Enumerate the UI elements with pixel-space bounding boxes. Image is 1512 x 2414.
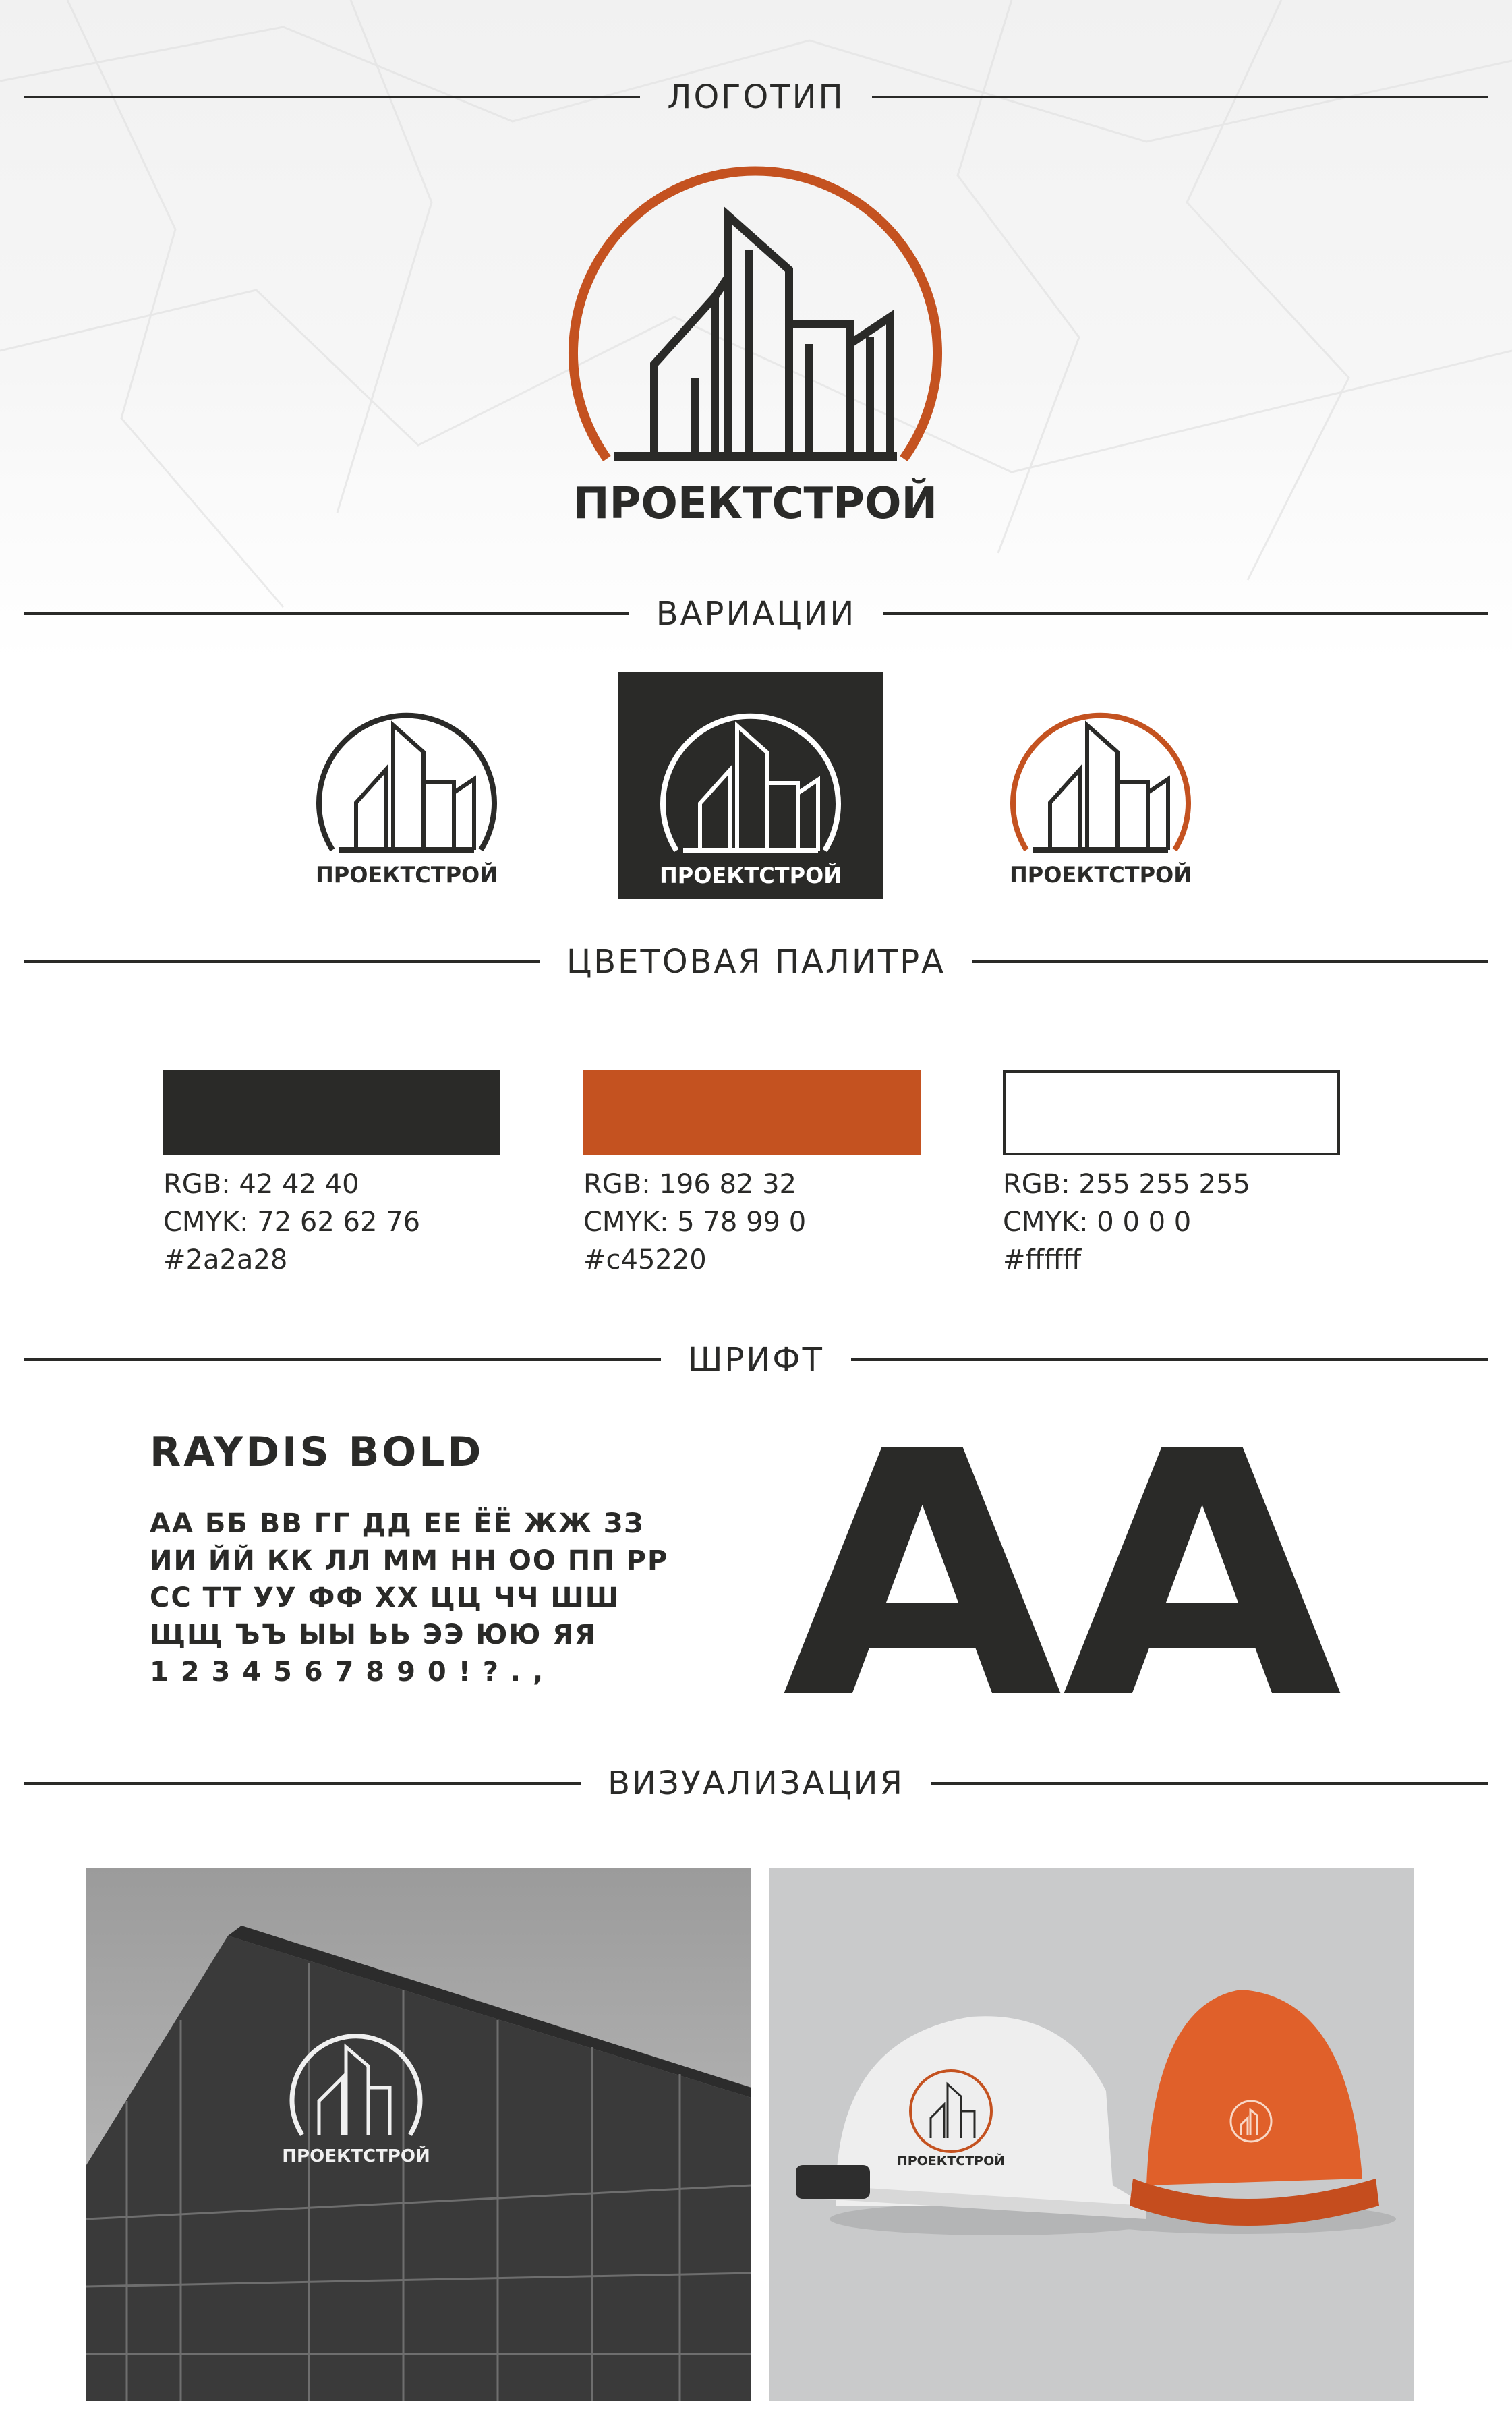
section-title-logo-text: ЛОГОТИП — [667, 78, 845, 116]
font-alphabet — [150, 1505, 703, 1691]
color-info-orange — [583, 1166, 806, 1279]
color-hex: #ffffff — [1003, 1244, 1082, 1275]
logo-variation-white — [649, 689, 852, 891]
helmet-mockup — [769, 1868, 1414, 2401]
main-logo — [553, 162, 958, 540]
helmet-wordmark: ПРОЕКТСТРОЙ — [896, 2154, 1006, 2168]
font-sample-text: АА — [782, 1430, 1342, 1700]
helmet-mockup-image — [769, 1868, 1414, 2401]
alphabet-line: 1 2 3 4 5 6 7 8 9 0 ! ? . , — [150, 1657, 545, 1688]
section-title-font-text: ШРИФТ — [688, 1341, 824, 1379]
section-title-palette-text: ЦВЕТОВАЯ ПАЛИТРА — [566, 943, 946, 981]
logo-wordmark: ПРОЕКТСТРОЙ — [659, 863, 842, 888]
section-title-logo — [24, 77, 1488, 117]
color-rgb: RGB: 42 42 40 — [163, 1169, 359, 1200]
section-title-palette — [24, 942, 1488, 982]
color-swatch-orange — [583, 1070, 921, 1155]
color-info-white — [1003, 1166, 1250, 1279]
building-mockup-image — [86, 1868, 751, 2401]
color-info-dark — [163, 1166, 420, 1279]
logo-variation-inverse-bg — [618, 672, 883, 899]
building-logo-icon — [553, 162, 958, 540]
alphabet-line: ИИ ЙЙ КК ЛЛ ММ НН ОО ПП РР — [150, 1545, 669, 1576]
alphabet-line: АА ББ ВВ ГГ ДД ЕЕ ЁЁ ЖЖ ЗЗ — [150, 1508, 645, 1539]
logo-wordmark: ПРОЕКТСТРОЙ — [1009, 862, 1192, 888]
building-logo-icon — [649, 689, 852, 891]
section-title-font — [24, 1340, 1488, 1380]
section-title-visualization-text: ВИЗУАЛИЗАЦИЯ — [608, 1764, 904, 1802]
building-logo-icon — [999, 688, 1202, 890]
building-sign-wordmark: ПРОЕКТСТРОЙ — [282, 2146, 430, 2166]
alphabet-line: ЩЩ ЪЪ ЫЫ ЬЬ ЭЭ ЮЮ ЯЯ — [150, 1619, 597, 1650]
font-sample-glyphs — [782, 1430, 1342, 1700]
building-mockup — [86, 1868, 751, 2401]
color-swatch-white — [1003, 1070, 1340, 1155]
color-hex: #2a2a28 — [163, 1244, 288, 1275]
section-title-visualization — [24, 1763, 1488, 1804]
building-logo-icon — [306, 688, 508, 890]
logo-variation-black — [306, 688, 508, 890]
color-cmyk: CMYK: 0 0 0 0 — [1003, 1207, 1192, 1238]
color-rgb: RGB: 196 82 32 — [583, 1169, 796, 1200]
color-cmyk: CMYK: 72 62 62 76 — [163, 1207, 421, 1238]
section-title-variations-text: ВАРИАЦИИ — [656, 595, 856, 633]
color-swatch-dark — [163, 1070, 500, 1155]
color-hex: #c45220 — [583, 1244, 707, 1275]
logo-wordmark: ПРОЕКТСТРОЙ — [315, 862, 498, 888]
alphabet-line: СС ТТ УУ ФФ ХХ ЦЦ ЧЧ ШШ — [150, 1582, 620, 1613]
section-title-variations — [24, 594, 1488, 634]
logo-wordmark: ПРОЕКТСТРОЙ — [573, 479, 938, 529]
font-name: RAYDIS BOLD — [150, 1429, 484, 1476]
logo-variation-color — [999, 688, 1202, 890]
font-sample — [782, 1430, 1342, 1700]
color-rgb: RGB: 255 255 255 — [1003, 1169, 1250, 1200]
color-cmyk: CMYK: 5 78 99 0 — [583, 1207, 807, 1238]
